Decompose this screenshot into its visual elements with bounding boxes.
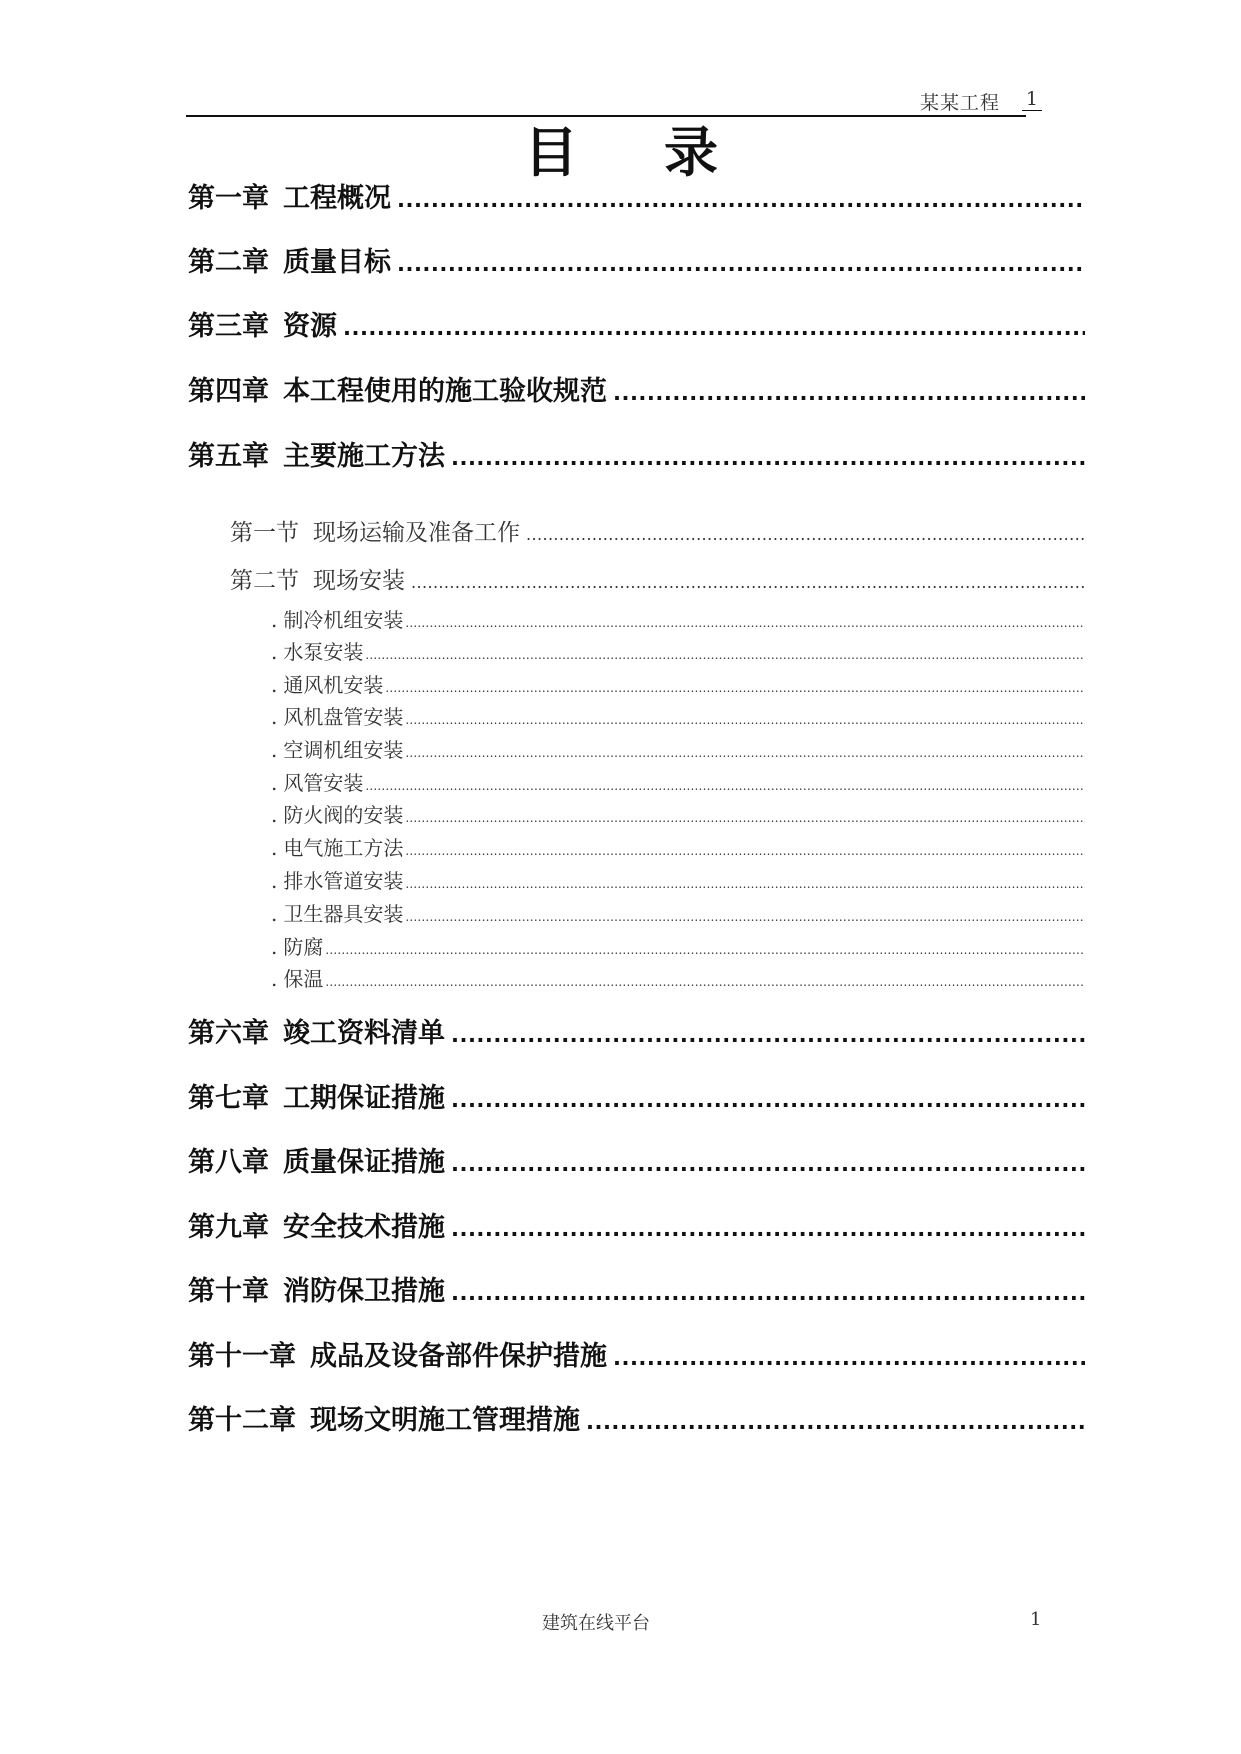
dot-leader — [613, 381, 1085, 405]
toc-entry-label: 第五章 主要施工方法 — [188, 441, 445, 472]
toc-entry-item[interactable]: . 制冷机组安装 ..... — [271, 604, 1085, 630]
toc-entry-item[interactable]: . 风机盘管安装 ..... — [271, 701, 1085, 727]
dot-leader — [405, 844, 1085, 858]
toc-entry-chapter-2[interactable] — [188, 240, 1085, 276]
dot-leader — [325, 975, 1085, 989]
toc-entry-chapter-7[interactable] — [188, 1076, 1085, 1112]
footer-text: 建筑在线平台 — [542, 1613, 650, 1634]
toc-entry-label: 第八章 质量保证措施 — [188, 1147, 445, 1178]
toc-entry-chapter-10[interactable] — [188, 1269, 1085, 1305]
toc-entry-label: 第一章 工程概况 — [188, 183, 391, 214]
dot-leader — [586, 1410, 1085, 1434]
dot-leader — [405, 713, 1085, 727]
toc-entry-item[interactable]: . 防腐 ..... — [271, 931, 1085, 957]
toc-entry-item[interactable]: . 通风机安装 ..... — [271, 669, 1085, 695]
dot-leader — [451, 1217, 1085, 1241]
dot-leader — [451, 1152, 1085, 1176]
header-rule — [186, 115, 1026, 117]
dot-leader — [365, 779, 1085, 793]
toc-entry-item[interactable]: . 保温 ..... — [271, 963, 1085, 989]
dot-leader — [405, 910, 1085, 924]
toc-entry-chapter-4[interactable] — [188, 369, 1085, 405]
toc-entry-label: 第九章 安全技术措施 — [188, 1212, 445, 1243]
toc-entry-label: 第三章 资源 — [188, 311, 337, 342]
toc-entry-chapter-3[interactable] — [188, 304, 1085, 340]
dot-leader — [451, 1023, 1085, 1047]
toc-entry-chapter-11[interactable] — [188, 1334, 1085, 1370]
toc-entry-item[interactable]: . 空调机组安装 ..... — [271, 734, 1085, 760]
dot-leader — [405, 877, 1085, 891]
toc-title-char-2: 录 — [664, 121, 718, 184]
dot-leader — [451, 1088, 1085, 1112]
toc-entry-chapter-5[interactable] — [188, 434, 1085, 470]
toc-entry-chapter-6[interactable] — [188, 1011, 1085, 1047]
toc-entry-chapter-9[interactable] — [188, 1205, 1085, 1241]
toc-entry-label: 第十二章 现场文明施工管理措施 — [188, 1405, 580, 1436]
dot-leader — [526, 525, 1085, 544]
dot-leader — [325, 943, 1085, 957]
toc-entry-item[interactable]: . 电气施工方法 ..... — [271, 832, 1085, 858]
toc-entry-label: 第十一章 成品及设备部件保护措施 — [188, 1341, 607, 1372]
toc-entry-item[interactable]: . 防火阀的安装 ..... — [271, 799, 1085, 825]
toc-entry-chapter-1[interactable] — [188, 176, 1085, 212]
toc-entry-section-2[interactable] — [230, 562, 1085, 592]
toc-entry-label: 第二节 现场安装 — [230, 568, 405, 594]
dot-leader — [405, 746, 1085, 760]
header-page-number: 1 — [1022, 88, 1042, 111]
dot-leader — [397, 252, 1085, 276]
dot-leader — [451, 1281, 1085, 1305]
dot-leader — [451, 446, 1085, 470]
dot-leader — [397, 188, 1085, 212]
toc-entry-label: 第六章 竣工资料清单 — [188, 1018, 445, 1049]
toc-entry-item[interactable]: . 水泵安装 ..... — [271, 636, 1085, 662]
dot-leader — [405, 811, 1085, 825]
dot-leader — [411, 573, 1085, 592]
footer-page-number: 1 — [1030, 1609, 1042, 1630]
header-title: 某某工程 — [919, 92, 1000, 114]
dot-leader — [613, 1346, 1085, 1370]
toc-entry-label: 第十章 消防保卫措施 — [188, 1276, 445, 1307]
toc-entry-chapter-8[interactable] — [188, 1140, 1085, 1176]
toc-entry-label: 第二章 质量目标 — [188, 247, 391, 278]
toc-entry-item[interactable]: . 卫生器具安装 ..... — [271, 898, 1085, 924]
dot-leader — [343, 316, 1085, 340]
dot-leader — [365, 648, 1085, 662]
dot-leader — [385, 681, 1085, 695]
toc-entry-label: 第一节 现场运输及准备工作 — [230, 520, 520, 546]
toc-entry-label: 第四章 本工程使用的施工验收规范 — [188, 376, 607, 407]
toc-entry-label: 第七章 工期保证措施 — [188, 1083, 445, 1114]
toc-entry-item[interactable]: . 风管安装 ..... — [271, 767, 1085, 793]
toc-entry-chapter-12[interactable] — [188, 1398, 1085, 1434]
page-header — [186, 86, 1048, 116]
toc-entry-item[interactable]: . 排水管道安装 ..... — [271, 865, 1085, 891]
dot-leader — [405, 616, 1085, 630]
toc-title-char-1: 目 — [524, 121, 578, 184]
toc-entry-section-1[interactable] — [230, 514, 1085, 544]
